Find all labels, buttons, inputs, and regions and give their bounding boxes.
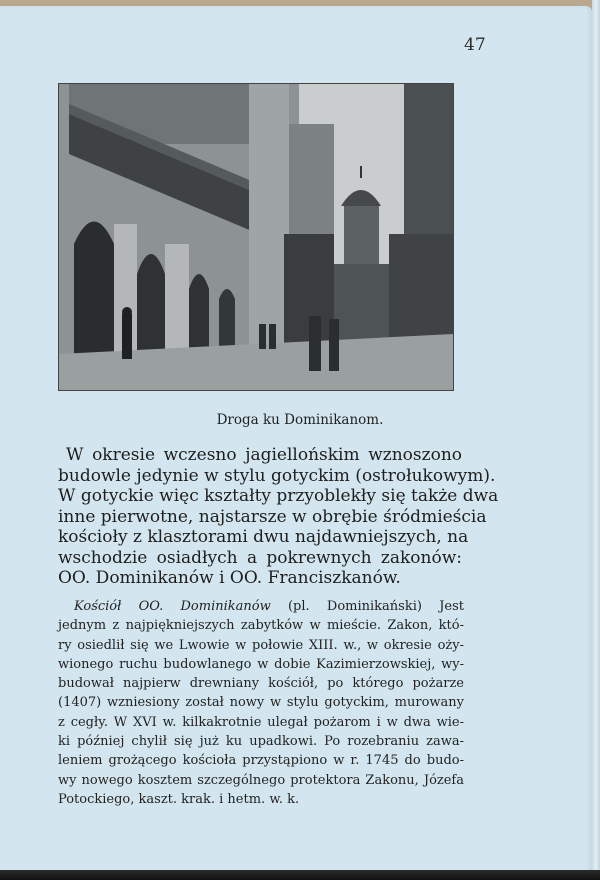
section-line: ki później chylił się już ku upadkowi. Po rozebraniu zawa- (58, 734, 464, 750)
intro-line: inne pierwotne, najstarsze w obrębie śródmieścia (58, 506, 487, 527)
intro-line: wschodzie osiadłych a pokrewnych zakonów: (58, 547, 462, 568)
section-line: wionego ruchu budowlanego w dobie Kazimierzowskiej, wy- (58, 656, 464, 672)
intro-line: kościoły z klasztorami dwu najdawniejszych, na (58, 527, 469, 547)
page-number: 47 (464, 35, 486, 55)
section-line: z cegły. W XVI w. kilkakrotnie ulegał pożarom i w dwa wie- (58, 714, 464, 730)
section-line: budował najpierw drewniany kościół, po którego pożarze (58, 676, 464, 692)
section-first-line-rest: (pl. Dominikański) Jest (287, 599, 464, 614)
book-page (0, 6, 592, 872)
intro-line: W okresie wczesno jagiellońskim wznoszono (66, 445, 462, 465)
section-line: jednym z najpiękniejszych zabytków w mieście. Zakon, któ- (58, 618, 464, 634)
section-first-line (74, 597, 464, 616)
bottom-shadow (0, 870, 600, 880)
street-photograph (58, 83, 454, 391)
intro-paragraph (58, 445, 499, 589)
intro-line: W gotyckie więc kształty przyoblekły się także dwa (58, 486, 499, 506)
section-line: wy nowego kosztem szczególnego protektora Zakonu, Józefa (58, 772, 464, 788)
figure-caption: Droga ku Dominikanom. (216, 412, 384, 428)
section-line: Potockiego, kaszt. krak. i hetm. w. k. (58, 791, 300, 807)
section-line: leniem grożącego kościoła przystąpiono w r. 1745 do budo- (58, 753, 464, 769)
intro-line: OO. Dominikanów i OO. Franciszkanów. (58, 568, 401, 588)
intro-line: budowle jedynie w stylu gotyckim (ostrołukowym). (58, 465, 496, 486)
section-line: ry osiedlił się we Lwowie w połowie XIII. w., w okresie oży- (58, 637, 464, 653)
page-edge (592, 0, 600, 880)
photo-illustration (59, 84, 453, 390)
section-title: Kościół OO. Dominikanów (74, 599, 271, 614)
section-paragraph (58, 597, 464, 809)
section-line: (1407) wzniesiony został nowy w stylu gotyckim, murowany (58, 695, 464, 711)
